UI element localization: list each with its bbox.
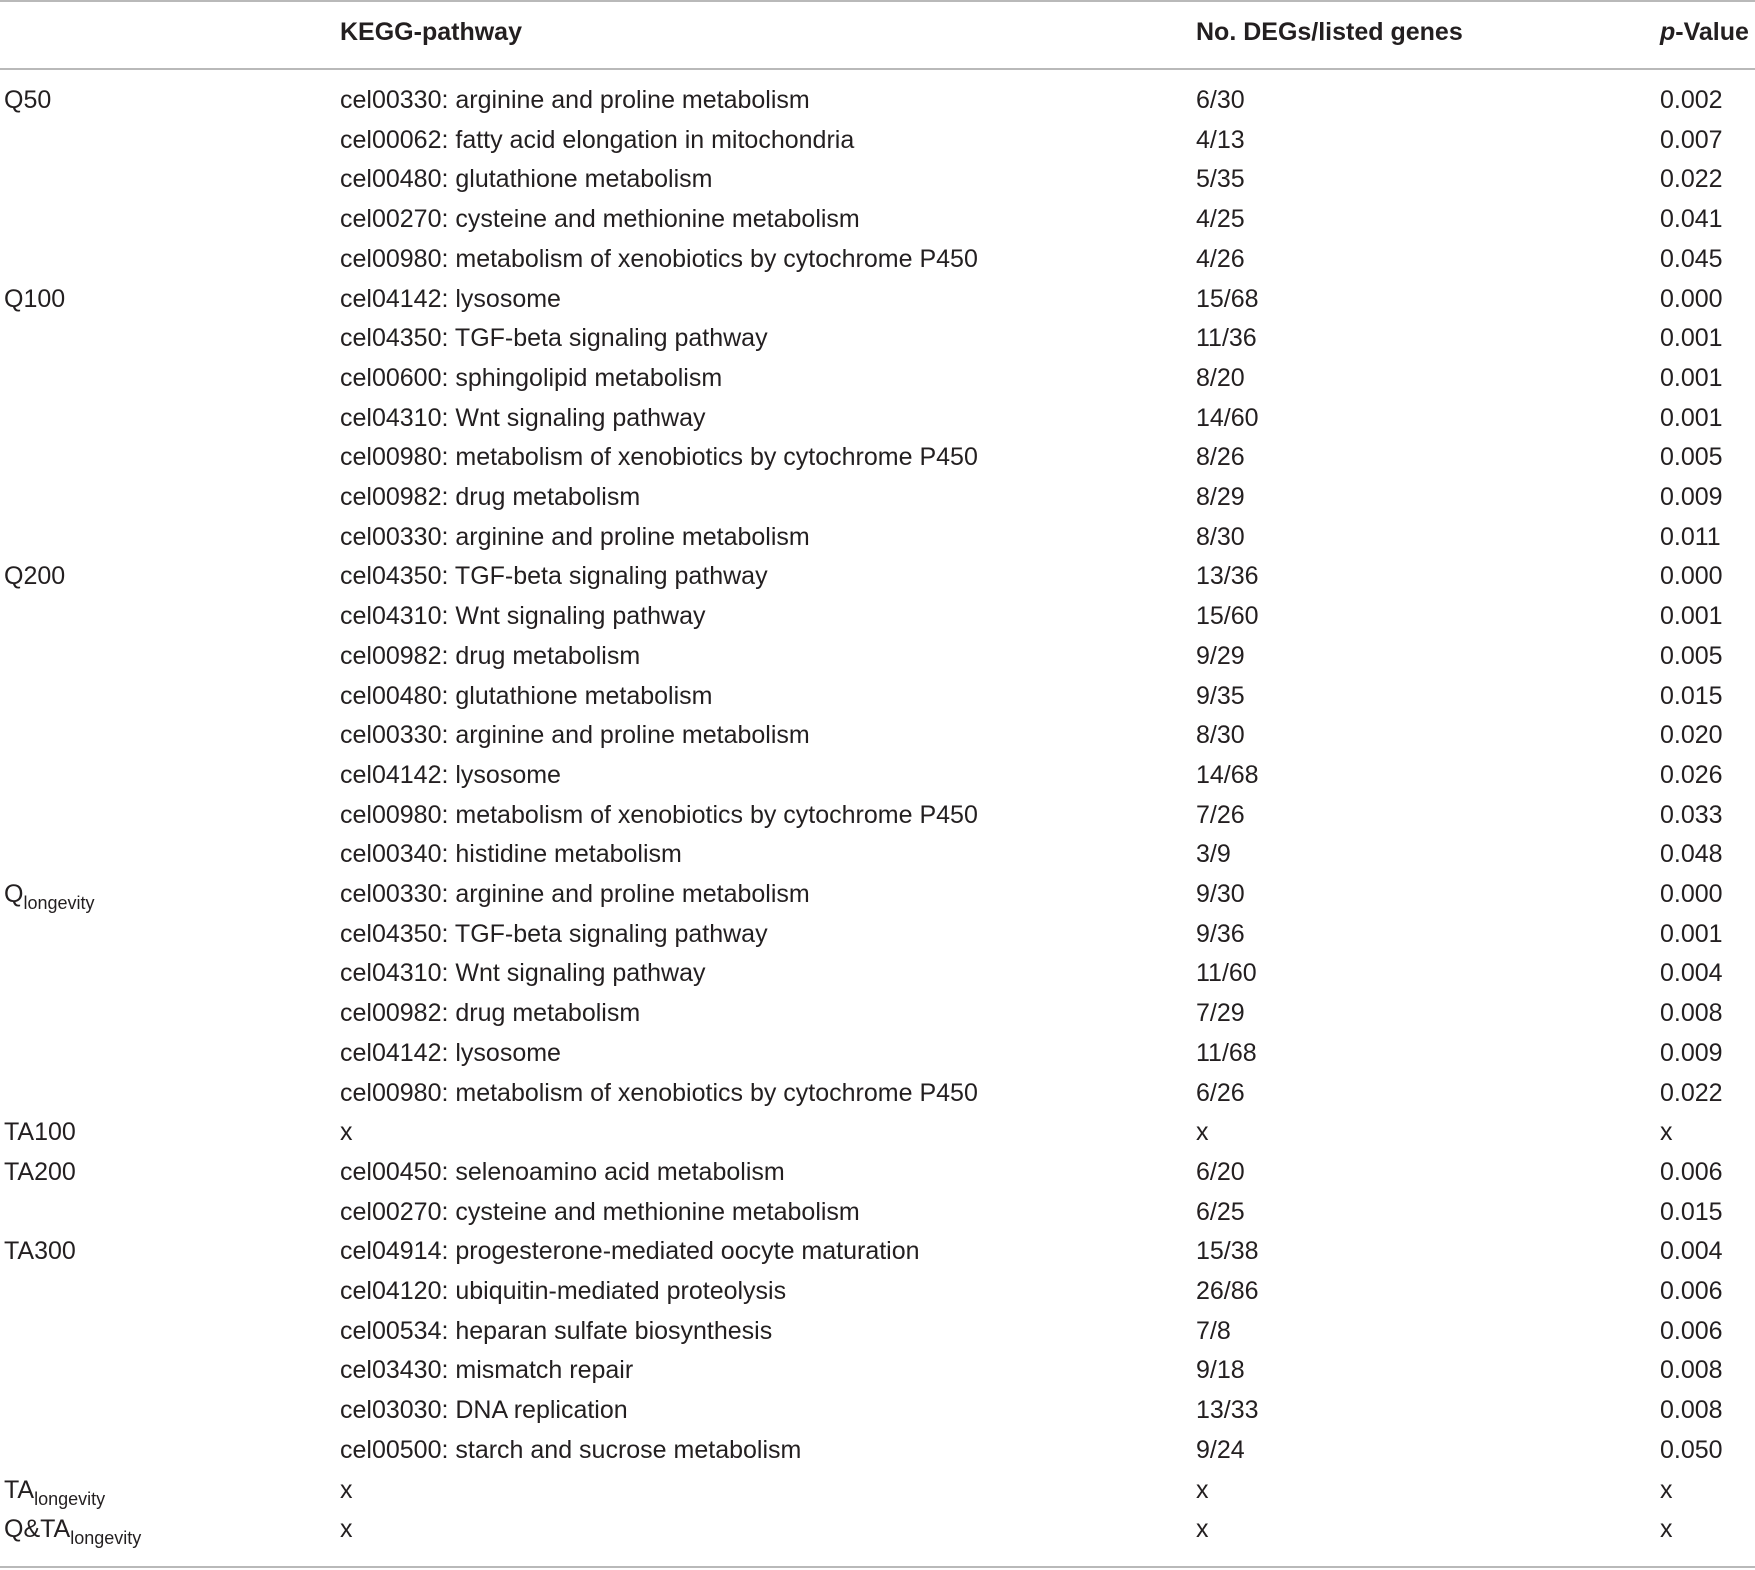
cell-degs: 13/33 <box>1196 1396 1259 1425</box>
cell-pvalue: 0.006 <box>1660 1316 1723 1345</box>
cell-pvalue: 0.008 <box>1660 1356 1723 1385</box>
cell-pvalue: 0.000 <box>1660 284 1723 313</box>
table-row <box>0 318 1755 358</box>
group-label: TA <box>4 1475 35 1504</box>
cell-degs: 9/18 <box>1196 1356 1245 1385</box>
cell-degs: 8/29 <box>1196 483 1245 511</box>
cell-pvalue: 0.009 <box>1660 1038 1723 1067</box>
cell-pvalue: 0.007 <box>1660 125 1723 154</box>
table-row <box>0 279 1755 319</box>
table-row <box>0 1073 1755 1113</box>
cell-pathway: cel04142: lysosome <box>340 760 561 789</box>
cell-degs: 8/30 <box>1196 522 1245 551</box>
cell-group <box>4 874 95 914</box>
table-row <box>0 199 1755 239</box>
cell-group <box>4 1231 76 1271</box>
group-label: TA200 <box>4 1157 76 1186</box>
table-row <box>0 477 1755 517</box>
cell-pathway: cel04120: ubiquitin-mediated proteolysis <box>340 1277 787 1305</box>
cell-degs: 4/13 <box>1196 125 1245 154</box>
cell-pvalue: 0.022 <box>1660 1078 1723 1107</box>
cell-pathway: cel00062: fatty acid elongation in mitochondria <box>340 125 855 154</box>
table-row <box>0 795 1755 835</box>
cell-degs: 7/8 <box>1196 1316 1231 1345</box>
cell-pathway: cel00980: metabolism of xenobiotics by cytochrome P450 <box>340 800 978 829</box>
header-p-value <box>1660 14 1749 50</box>
cell-pvalue: 0.050 <box>1660 1435 1723 1464</box>
cell-degs: 6/20 <box>1196 1157 1245 1186</box>
cell-pathway: cel04310: Wnt signaling pathway <box>340 959 706 988</box>
cell-degs: 9/35 <box>1196 681 1245 710</box>
cell-pvalue: 0.001 <box>1660 363 1723 392</box>
cell-degs: 26/86 <box>1196 1277 1259 1305</box>
cell-pathway: cel00980: metabolism of xenobiotics by cytochrome P450 <box>340 1078 978 1107</box>
cell-pvalue: 0.033 <box>1660 800 1723 829</box>
cell-pathway: cel04350: TGF-beta signaling pathway <box>340 324 768 353</box>
cell-degs: x <box>1196 1475 1209 1504</box>
cell-degs: 15/68 <box>1196 284 1259 313</box>
group-subscript: longevity <box>23 893 95 913</box>
cell-pathway: cel04310: Wnt signaling pathway <box>340 602 706 631</box>
cell-pvalue: 0.001 <box>1660 403 1723 432</box>
table-row <box>0 1271 1755 1311</box>
cell-degs: 8/26 <box>1196 443 1245 472</box>
group-label: Q <box>4 880 24 908</box>
table-row <box>0 1430 1755 1470</box>
cell-pvalue: x <box>1660 1515 1673 1544</box>
table-row <box>0 636 1755 676</box>
cell-pvalue: 0.002 <box>1660 86 1723 114</box>
cell-pathway: cel00340: histidine metabolism <box>340 840 682 869</box>
table-row <box>0 953 1755 993</box>
cell-degs: 11/36 <box>1196 324 1257 353</box>
cell-degs: 8/30 <box>1196 721 1245 750</box>
cell-pvalue: 0.008 <box>1660 1396 1723 1425</box>
cell-degs: 5/35 <box>1196 165 1245 194</box>
table-row <box>0 834 1755 874</box>
cell-pvalue: 0.000 <box>1660 880 1723 908</box>
cell-pathway: cel00330: arginine and proline metabolism <box>340 880 810 908</box>
cell-degs: 7/26 <box>1196 800 1245 829</box>
cell-degs: 15/60 <box>1196 602 1259 631</box>
table-row <box>0 437 1755 477</box>
group-subscript: longevity <box>34 1488 106 1509</box>
cell-group <box>4 1112 76 1152</box>
cell-pvalue: 0.026 <box>1660 760 1723 789</box>
cell-pvalue: 0.005 <box>1660 641 1723 670</box>
cell-degs: 9/24 <box>1196 1435 1245 1464</box>
cell-pathway: cel03030: DNA replication <box>340 1396 628 1425</box>
group-label: Q50 <box>4 86 52 114</box>
cell-pathway: cel04310: Wnt signaling pathway <box>340 403 706 432</box>
table-row <box>0 676 1755 716</box>
cell-pathway: cel00980: metabolism of xenobiotics by cytochrome P450 <box>340 244 978 273</box>
cell-pathway: cel00480: glutathione metabolism <box>340 681 713 710</box>
cell-degs: 3/9 <box>1196 840 1231 869</box>
cell-degs: 11/60 <box>1196 959 1257 988</box>
table-row <box>0 914 1755 954</box>
cell-degs: 7/29 <box>1196 999 1245 1028</box>
cell-degs: x <box>1196 1515 1209 1544</box>
header-p-value-rest: -Value <box>1675 18 1749 46</box>
cell-degs: 9/29 <box>1196 641 1245 670</box>
cell-pvalue: 0.001 <box>1660 324 1723 353</box>
cell-pvalue: 0.015 <box>1660 681 1723 710</box>
cell-pathway: x <box>340 1515 353 1544</box>
cell-degs: 14/68 <box>1196 760 1259 789</box>
cell-pathway: cel00982: drug metabolism <box>340 483 641 511</box>
cell-pathway: cel00480: glutathione metabolism <box>340 165 713 194</box>
group-label: TA100 <box>4 1118 76 1147</box>
cell-pvalue: 0.000 <box>1660 562 1723 591</box>
cell-pathway: cel00980: metabolism of xenobiotics by cytochrome P450 <box>340 443 978 472</box>
cell-pathway: cel00500: starch and sucrose metabolism <box>340 1435 802 1464</box>
cell-pvalue: 0.020 <box>1660 721 1723 750</box>
table-row <box>0 120 1755 160</box>
cell-pathway: cel00534: heparan sulfate biosynthesis <box>340 1316 773 1345</box>
cell-pathway: cel04142: lysosome <box>340 1038 561 1067</box>
cell-degs: 6/25 <box>1196 1197 1245 1226</box>
cell-pvalue: 0.001 <box>1660 602 1723 631</box>
cell-pvalue: 0.011 <box>1660 522 1721 551</box>
cell-pathway: cel04350: TGF-beta signaling pathway <box>340 562 768 591</box>
cell-degs: x <box>1196 1118 1209 1147</box>
header-p-value-italic: p <box>1660 18 1676 46</box>
cell-pathway: cel03430: mismatch repair <box>340 1356 634 1385</box>
group-label: Q&TA <box>4 1515 71 1544</box>
table-row <box>0 159 1755 199</box>
cell-pathway: cel00600: sphingolipid metabolism <box>340 363 723 392</box>
group-label: TA300 <box>4 1237 76 1266</box>
header-kegg-pathway: KEGG-pathway <box>340 18 522 46</box>
cell-pvalue: 0.004 <box>1660 959 1723 988</box>
cell-pvalue: 0.004 <box>1660 1237 1723 1266</box>
table-header-rule <box>0 68 1755 70</box>
table-row <box>0 596 1755 636</box>
table-row <box>0 1192 1755 1232</box>
cell-group <box>4 80 51 120</box>
cell-pvalue: 0.009 <box>1660 483 1723 511</box>
table-row <box>0 358 1755 398</box>
group-label: Q100 <box>4 284 66 313</box>
table-row <box>0 239 1755 279</box>
cell-pathway: cel04914: progesterone-mediated oocyte maturation <box>340 1237 920 1266</box>
cell-degs: 9/36 <box>1196 919 1245 948</box>
group-subscript: longevity <box>70 1528 142 1549</box>
cell-pvalue: 0.041 <box>1660 205 1723 234</box>
table-row <box>0 398 1755 438</box>
cell-degs: 4/25 <box>1196 205 1245 234</box>
table-bottom-rule <box>0 1566 1755 1568</box>
cell-group <box>4 1470 105 1510</box>
cell-group <box>4 1152 76 1192</box>
cell-degs: 11/68 <box>1196 1038 1257 1067</box>
cell-pathway: cel00330: arginine and proline metabolism <box>340 721 810 750</box>
cell-pathway: cel04142: lysosome <box>340 284 561 313</box>
cell-pathway: cel00330: arginine and proline metabolism <box>340 86 810 114</box>
table-row <box>0 1231 1755 1271</box>
table-row <box>0 1311 1755 1351</box>
table-row <box>0 1509 1755 1549</box>
cell-pvalue: 0.006 <box>1660 1157 1723 1186</box>
cell-pvalue: x <box>1660 1475 1673 1504</box>
cell-degs: 14/60 <box>1196 403 1259 432</box>
table-row <box>0 755 1755 795</box>
cell-pvalue: 0.048 <box>1660 840 1723 869</box>
header-no-degs: No. DEGs/listed genes <box>1196 18 1463 46</box>
cell-pathway: cel04350: TGF-beta signaling pathway <box>340 919 768 948</box>
cell-degs: 15/38 <box>1196 1237 1259 1266</box>
cell-degs: 8/20 <box>1196 363 1245 392</box>
cell-pathway: cel00270: cysteine and methionine metabolism <box>340 205 860 234</box>
cell-pathway: cel00330: arginine and proline metabolism <box>340 522 810 551</box>
cell-degs: 4/26 <box>1196 244 1245 273</box>
cell-pvalue: 0.006 <box>1660 1277 1723 1305</box>
cell-pvalue: 0.015 <box>1660 1197 1723 1226</box>
cell-pvalue: 0.001 <box>1660 919 1723 948</box>
table-row <box>0 874 1755 914</box>
cell-pvalue: 0.045 <box>1660 244 1723 273</box>
table-row <box>0 1350 1755 1390</box>
cell-group <box>4 279 65 319</box>
cell-group <box>4 556 65 596</box>
table-row <box>0 80 1755 120</box>
table-row <box>0 1112 1755 1152</box>
table-top-rule <box>0 0 1755 2</box>
cell-pathway: cel00270: cysteine and methionine metabolism <box>340 1197 860 1226</box>
cell-degs: 9/30 <box>1196 880 1245 908</box>
cell-pathway: x <box>340 1475 353 1504</box>
table-row <box>0 715 1755 755</box>
table-row <box>0 993 1755 1033</box>
table-row <box>0 1033 1755 1073</box>
table-row <box>0 1390 1755 1430</box>
cell-group <box>4 1509 141 1549</box>
cell-pathway: x <box>340 1118 353 1147</box>
cell-pathway: cel00982: drug metabolism <box>340 999 641 1028</box>
cell-pvalue: 0.008 <box>1660 999 1723 1028</box>
cell-degs: 13/36 <box>1196 562 1259 591</box>
table-row <box>0 1152 1755 1192</box>
table-row <box>0 556 1755 596</box>
cell-degs: 6/26 <box>1196 1078 1245 1107</box>
cell-pvalue: 0.022 <box>1660 165 1723 194</box>
cell-pathway: cel00982: drug metabolism <box>340 641 641 670</box>
table-row <box>0 1470 1755 1510</box>
cell-pvalue: 0.005 <box>1660 443 1723 472</box>
cell-pvalue: x <box>1660 1118 1673 1147</box>
cell-degs: 6/30 <box>1196 86 1245 114</box>
table-row <box>0 517 1755 557</box>
cell-pathway: cel00450: selenoamino acid metabolism <box>340 1157 785 1186</box>
group-label: Q200 <box>4 562 66 591</box>
